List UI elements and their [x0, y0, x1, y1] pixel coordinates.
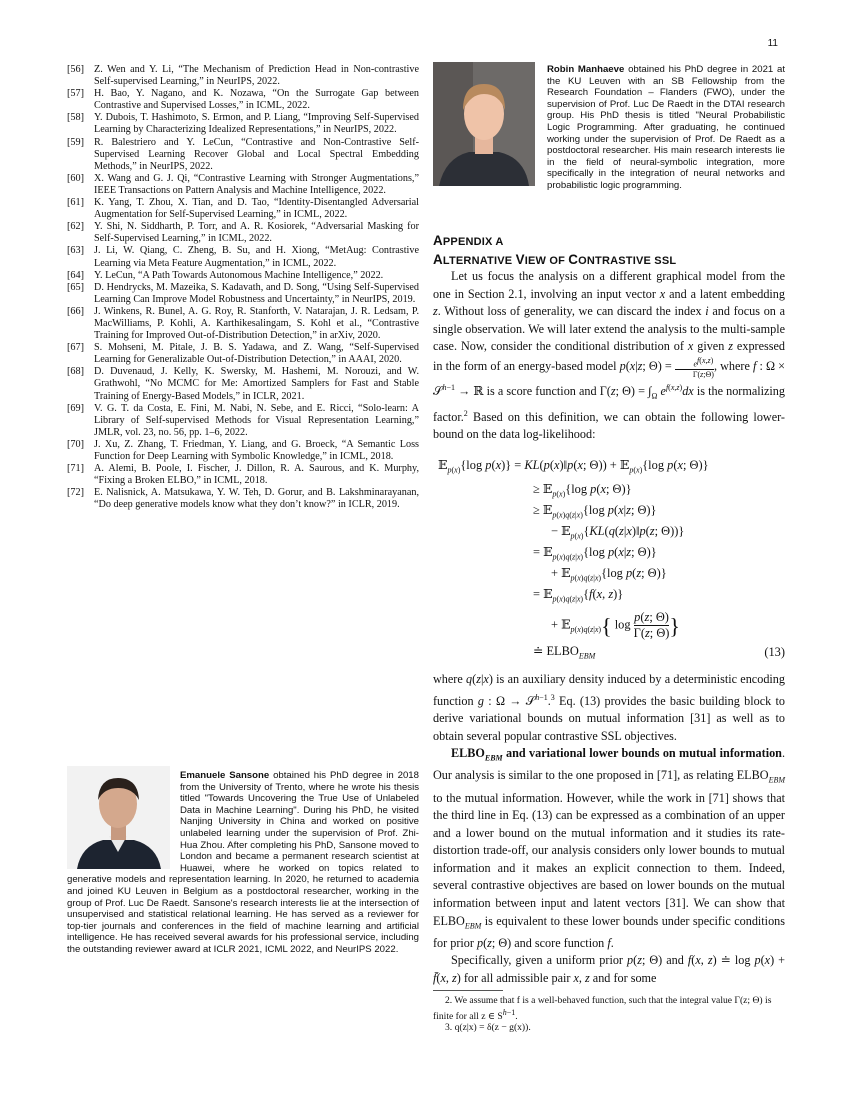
reference-item [67, 306, 419, 342]
appendix-title: ALTERNATIVE VIEW OF CONTRASTIVE SSL [433, 252, 677, 267]
reference-text: J. Xu, Z. Zhang, T. Friedman, Y. Liang, and G. Broeck, “A Semantic Loss Function for Deep Learning with Symbolic Knowledge,” in ICML, 2018. [94, 438, 419, 462]
reference-number: [60] [67, 172, 84, 184]
footnote-rule [433, 990, 503, 991]
reference-item [67, 366, 419, 402]
reference-item [67, 270, 419, 282]
bio-name: Emanuele Sansone [180, 770, 270, 781]
page-number: 11 [767, 38, 778, 49]
reference-item [67, 282, 419, 306]
reference-text: X. Wang and G. J. Qi, “Contrastive Learning with Stronger Augmentations,” IEEE Transactions on Pattern Analysis and Machine Intelligence, 2022. [94, 172, 419, 196]
reference-item [67, 342, 419, 366]
reference-text: R. Balestriero and Y. LeCun, “Contrastive and Non-Contrastive Self-Supervised Learning Recover Global and Local Spectral Embedding Methods,” in NeurIPS, 2022. [94, 136, 419, 172]
reference-number: [57] [67, 88, 84, 100]
reference-number: [59] [67, 136, 84, 148]
reference-item [67, 487, 419, 511]
appendix-intro-paragraph: Let us focus the analysis on a different graphical model from the one in Section 2.1, involving an input vector x and a latent embedding z. Without loss of generality, we can discard the index i and focus on a single observation. We will later extend the analysis to the multi-sample case. Now, consider the conditional distribution of x given z expressed in the form of an energy-based model p(x|z; Θ) = $\frac{e^{f(x,z)}}{\Gamma(z;\Theta)}$ , where f : Ω × 𝒮$^{h-1}$ → ℝ is a score function and Γ(z; $\Theta) = \int_\Omega$ $e^{f(x,z)}dx$ is the normalizing factor.$^2$ Based on this definition, we can obtain the following lower-bound on the data log-likelihood: [433, 269, 785, 442]
reference-item [67, 112, 419, 136]
reference-number: [58] [67, 112, 84, 124]
reference-text: J. Winkens, R. Bunel, A. G. Roy, R. Stanforth, V. Natarajan, J. R. Ledsam, P. MacWilliams, P. Kohli, A. Karthikesalingam, S. Kohl et al., “Contrastive Training for Improved Out-of-Distribution Detection,” in arXiv, 2020. [94, 305, 419, 342]
reference-number: [72] [67, 487, 84, 499]
reference-number: [56] [67, 64, 84, 75]
reference-item [67, 88, 419, 112]
author-bio-sansone [67, 770, 419, 956]
reference-text: H. Bao, Y. Nagano, and K. Nozawa, “On the Surrogate Gap between Contrastive and Supervised Losses,” in ICML, 2022. [94, 88, 419, 112]
reference-item [67, 403, 419, 439]
reference-number: [62] [67, 221, 84, 233]
reference-text: Y. LeCun, “A Path Towards Autonomous Machine Intelligence,” 2022. [94, 269, 384, 281]
footnote-2: 2. We assume that f is a well-behaved function, such that the integral value Γ(z; Θ) is finite for all z ∈ $S^{h-1}$. [433, 995, 772, 1022]
reference-number: [69] [67, 402, 84, 414]
bio-text: obtained his PhD degree in 2018 from the University of Trento, where he wrote his thesis titled "Towards Uncovering the True Use of Unlabeled Data in Machine Learning". During his PhD, he visited Nanjing University in China and worked on positive unlabeled learning under the supervision of Prof. Zhi-Hua Zhou. After completing his PhD, Sansone moved to London and became a permanent research scientist at Huawei, where he worked on topics related to generative models and representation learning. In 2020, he returned to academia and joined KU Leuven in Belgium as a postdoctoral researcher, working in the group of Prof. Luc De Raedt. Sansone's research interests lie at the intersection of unsupervised and statistical relational learning. He has served as a reviewer for top-tier journals and conferences in the field of machine learning and artificial intelligence. He has received several awards for his professional service, including the outstanding reviewer award at ICLR 2021, ICML 2022, and NeurIPS 2022. [67, 770, 419, 955]
reference-item [67, 173, 419, 197]
author-photo-manhaeve [433, 62, 535, 186]
author-bio-manhaeve [433, 64, 785, 192]
author-photo-sansone [67, 766, 170, 869]
reference-number: [64] [67, 269, 84, 281]
equation-13: 𝔼$_{p(x)}${log p(x)} = KL(p(x)‖p(x; Θ)) + 𝔼$_{p(x)}${log p(x; Θ)} ≥ 𝔼$_{p(x)}${log p(x; Θ)} ≥ 𝔼$_{p(x)q(z|x)}${log p(x|z; Θ)} − 𝔼$_{p(x)}${KL(q(z|x)‖p(z; Θ))} = 𝔼$_{p(x)q(z|x)}${log p(x|z; Θ)} + 𝔼$_{p(x)q(z|x)}${log p(z; Θ)} = 𝔼$_{p(x)q(z|x)}${f(x, z)} + 𝔼$_{p(x)q(z|x)}${ log $\frac{p(z; \Theta)}{\Gamma(z; \Theta)}$ } ≐ $ELBO_{EBM}$ (13) [438, 458, 785, 661]
reference-text: D. Hendrycks, M. Mazeika, S. Kadavath, and D. Song, “Using Self-Supervised Learning Can Improve Model Robustness and Uncertainty,” in NeurIPS, 2019. [94, 281, 419, 305]
reference-number: [67] [67, 342, 84, 354]
reference-text: A. Alemi, B. Poole, I. Fischer, J. Dillon, R. A. Saurous, and K. Murphy, “Fixing a Broken ELBO,” in ICML, 2018. [94, 463, 419, 487]
reference-text: E. Nalisnick, A. Matsukawa, Y. W. Teh, D. Gorur, and B. Lakshminarayanan, “Do deep generative models know what they don’t know?” in ICLR, 2019. [94, 487, 419, 511]
reference-number: [70] [67, 438, 84, 450]
reference-text: Y. Dubois, T. Hashimoto, S. Ermon, and P. Liang, “Improving Self-Supervised Learning by Characterizing Idealized Representations,” in NeurIPS, 2022. [94, 112, 419, 136]
appendix-label: APPENDIX A [433, 233, 504, 248]
reference-number: [61] [67, 197, 84, 209]
reference-number: [65] [67, 281, 84, 293]
reference-item [67, 197, 419, 221]
reference-text: Y. Shi, N. Siddharth, P. Torr, and A. R. Kosiorek, “Adversarial Masking for Self-Supervised Learning,” in ICML, 2022. [94, 221, 419, 245]
reference-item [67, 137, 419, 173]
footnotes [433, 995, 785, 1034]
reference-item [67, 64, 419, 88]
reference-text: Z. Wen and Y. Li, “The Mechanism of Prediction Head in Non-contrastive Self-supervised Learning,” in NeurIPS, 2022. [94, 64, 419, 88]
footnote-3: 3. q(z|x) = δ(z − g(x)). [445, 1022, 531, 1034]
bio-text: obtained his PhD degree in 2021 at the KU Leuven with an SB Fellowship from the Research Foundation – Flanders (FWO), under the supervision of Prof. Luc De Raedt in the DTAI research group. His PhD thesis is titled "Neural Probabilistic Logic Programming. After graduating, he continued working under the supervision of Prof. De Raedt as a postdoctoral researcher. His main research interests lie in the field of neural-symbolic integration, more specifically in the integration of neural networks and probabilistic logic programming. [547, 64, 785, 191]
reference-text: S. Mohseni, M. Pitale, J. B. S. Yadawa, and Z. Wang, “Self-Supervised Learning for Generalizable Out-of-Distribution Detection,” in AAAI, 2020. [94, 342, 419, 366]
reference-number: [68] [67, 366, 84, 378]
reference-text: D. Duvenaud, J. Kelly, K. Swersky, M. Hashemi, M. Norouzi, and W. Grathwohl, “No MCMC for Me: Amortized Samplers for Fast and Stable Training of Energy-Based Models,” in ICLR, 2021. [94, 366, 419, 402]
reference-text: J. Li, W. Qiang, C. Zheng, B. Su, and H. Xiong, “MetAug: Contrastive Learning via Meta Feature Augmentation,” in ICML, 2022. [94, 245, 419, 269]
reference-text: V. G. T. da Costa, E. Fini, M. Nabi, N. Sebe, and E. Ricci, “Solo-learn: A Library of Self-supervised Methods for Visual Representation Learning,” JMLR, vol. 23, no. 56, pp. 1–6, 2022. [94, 402, 419, 438]
equation-number: (13) [764, 645, 785, 659]
reference-item [67, 439, 419, 463]
reference-number: [63] [67, 245, 84, 257]
reference-item [67, 463, 419, 487]
appendix-body-continued: where q(z|x) is an auxiliary density induced by a deterministic encoding function g : Ω → 𝒮$^{h-1}$.$^3$ Eq. (13) provides the basic building block to derive variational bounds on mutual information [31] as well as to obtain several popular contrastive SSL objectives. $ELBO_{EBM}$ and variational lower bounds on mutual information. Our analysis is similar to the one proposed in [71], as relating $ELBO_{EBM}$ to the mutual information. However, while the work in [71] shows that the third line in Eq. (13) can be expressed as a combination of an upper and a lower bound on the mutual information and it studies its rate-distortion trade-off, our analysis considers only lower bounds to mutual information and it makes an explicit connection to them. Indeed, several contrastive objectives are based on lower bounds on the mutual information between input and latent vectors [31]. We can show that $ELBO_{EBM}$ is equivalent to these lower bounds under specific conditions for prior p(z; Θ) and score function f. Specifically, given a uniform prior p(z; Θ) and f(x, z) ≐ log p(x) + f̄(x, z) for all admissible pair x, z and for some [433, 672, 786, 985]
reference-item [67, 245, 419, 269]
reference-text: K. Yang, T. Zhou, X. Tian, and D. Tao, “Identity-Disentangled Adversarial Augmentation for Self-Supervised Learning,” in ICML, 2022. [94, 197, 419, 221]
reference-number: [71] [67, 463, 84, 475]
reference-number: [66] [67, 305, 84, 317]
appendix-heading [433, 232, 785, 270]
bio-name: Robin Manhaeve [547, 64, 625, 75]
reference-list [67, 64, 419, 511]
reference-item [67, 221, 419, 245]
